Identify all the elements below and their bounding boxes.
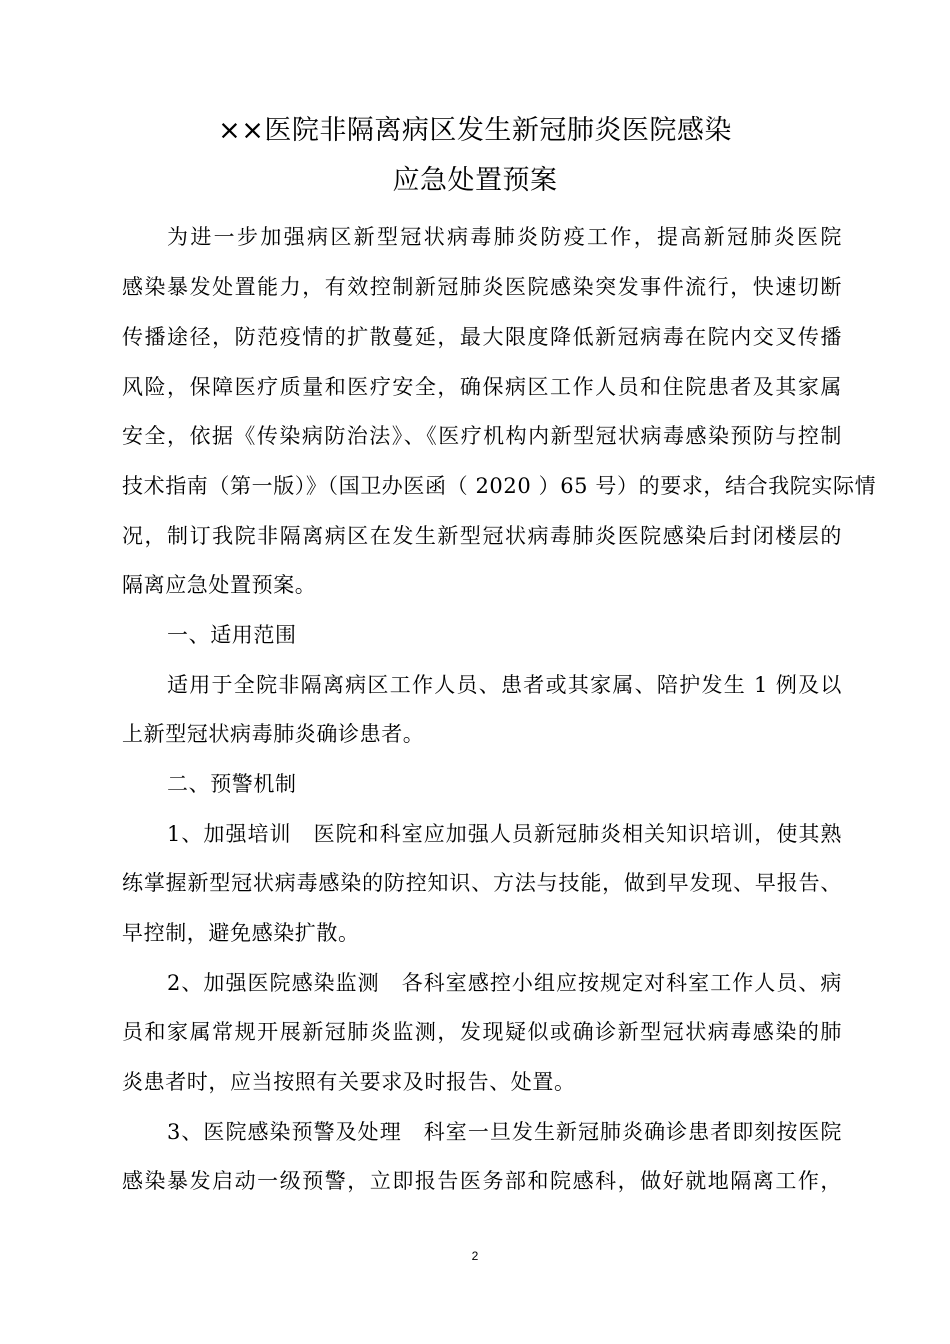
intro-line-4: 风险，保障医疗质量和医疗安全，确保病区工作人员和住院患者及其家属 [122, 375, 842, 399]
item-3-line-2: 感染暴发启动一级预警，立即报告医务部和院感科，做好就地隔离工作， [122, 1169, 842, 1193]
intro-line-5: 安全，依据《传染病防治法》、《医疗机构内新型冠状病毒感染预防与控制 [122, 424, 842, 448]
page-number: 2 [471, 1249, 479, 1263]
item-1-line-2: 练掌握新型冠状病毒感染的防控知识、方法与技能，做到早发现、早报告、 [122, 871, 842, 895]
item-2-line-3: 炎患者时，应当按照有关要求及时报告、处置。 [122, 1070, 576, 1094]
intro-line-6: 技术指南（第一版）》（国卫办医函（ 2020 ）65 号）的要求，结合我院实际情 [122, 474, 877, 498]
intro-line-8: 隔离应急处置预案。 [122, 573, 317, 597]
item-1-line-1: 1、加强培训 医院和科室应加强人员新冠肺炎相关知识培训，使其熟 [167, 822, 842, 846]
scope-line-2: 上新型冠状病毒肺炎确诊患者。 [122, 722, 425, 746]
item-2-line-2: 员和家属常规开展新冠肺炎监测，发现疑似或确诊新型冠状病毒感染的肺 [122, 1020, 842, 1044]
document-subtitle: 应急处置预案 [392, 165, 558, 196]
document-title: ××医院非隔离病区发生新冠肺炎医院感染 [218, 115, 732, 146]
intro-line-2: 感染暴发处置能力，有效控制新冠肺炎医院感染突发事件流行，快速切断 [122, 275, 842, 299]
item-3-line-1: 3、医院感染预警及处理 科室一旦发生新冠肺炎确诊患者即刻按医院 [167, 1120, 842, 1144]
section-heading-warning: 二、预警机制 [167, 772, 297, 796]
item-2-line-1: 2、加强医院感染监测 各科室感控小组应按规定对科室工作人员、病 [167, 971, 842, 995]
intro-line-7: 况，制订我院非隔离病区在发生新型冠状病毒肺炎医院感染后封闭楼层的 [122, 524, 842, 548]
intro-line-3: 传播途径，防范疫情的扩散蔓延，最大限度降低新冠病毒在院内交叉传播 [122, 325, 842, 349]
section-heading-scope: 一、适用范围 [167, 623, 297, 647]
scope-line-1: 适用于全院非隔离病区工作人员、患者或其家属、陪护发生 1 例及以 [167, 673, 842, 697]
intro-line-1: 为进一步加强病区新型冠状病毒肺炎防疫工作，提高新冠肺炎医院 [167, 225, 842, 249]
item-1-line-3: 早控制，避免感染扩散。 [122, 921, 360, 945]
